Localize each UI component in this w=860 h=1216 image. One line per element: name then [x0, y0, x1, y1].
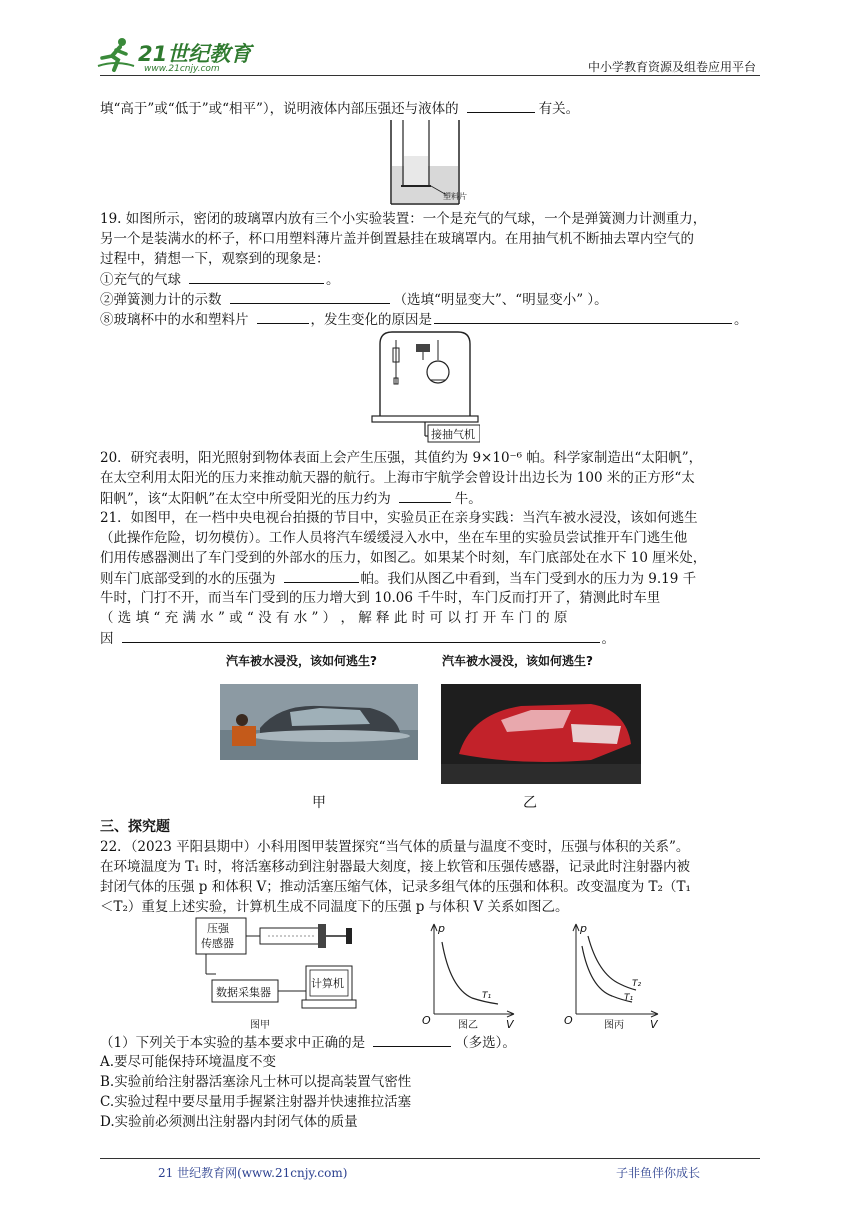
- platform-name: 中小学教育资源及组卷应用平台: [587, 60, 756, 74]
- q20-blank[interactable]: [399, 488, 451, 503]
- pv-graph-b: [420, 918, 520, 1030]
- bell-jar-figure: [370, 326, 480, 444]
- axis-v-c: V: [650, 1018, 658, 1030]
- apparatus-figure: [188, 914, 368, 1032]
- axis-v-b: V: [506, 1018, 514, 1030]
- q19-item3: ⑧玻璃杯中的水和塑料片 ，发生变化的原因是 。: [100, 309, 748, 330]
- axis-p-b: p: [438, 922, 445, 935]
- axis-o-c: O: [564, 1014, 573, 1027]
- q21-blank2[interactable]: [122, 628, 600, 643]
- q18-tail-line: 填“高于”或“低于”或“相平”），说明液体内部压强还与液体的 有关。: [100, 98, 579, 119]
- header-logo: [96, 36, 266, 76]
- q22-sub1: （1）下列关于本实验的基本要求中正确的是 （多选）。: [100, 1032, 516, 1053]
- car-label-right: 乙: [523, 795, 537, 811]
- q21-line5: 牛时，门打不开，而当车门受到的压力增大到 10.06 千牛时，车门反而打开了，猜测此时车里: [100, 590, 661, 606]
- q21-line3: 们用传感器测出了车门受到的外部水的压力，如图乙。如果某个时刻，车门底部处在水下 10 厘米处，: [100, 550, 707, 566]
- q22-blank1[interactable]: [373, 1032, 451, 1047]
- q19-line2: 另一个是装满水的杯子，杯口用塑料薄片盖并倒置悬挂在玻璃罩内。在用抽气机不断抽去罩内空气的: [100, 231, 694, 247]
- axis-o-b: O: [422, 1014, 431, 1027]
- car-flooded-photo-left: [220, 684, 418, 760]
- q20-line2: 在太空利用太阳光的压力来推动航天器的航行。上海市宇航学会曾设计出边长为 100 米的正方形“太: [100, 470, 695, 486]
- vacuum-pump-label: 接抽气机: [431, 428, 475, 441]
- fig-a-caption: 图甲: [250, 1020, 270, 1031]
- q21-line4: 则车门底部受到的水的压强为 帕。我们从图乙中看到，当车门受到水的压力为 9.19 千: [100, 568, 696, 589]
- axis-p-c: p: [580, 922, 587, 935]
- fig-c-caption: 图丙: [604, 1020, 624, 1030]
- q22-option-d: D.实验前必须测出注射器内封闭气体的质量: [100, 1114, 358, 1130]
- q19-item2: ②弹簧测力计的示数 （选填“明显变大”、“明显变小” ）。: [100, 289, 608, 310]
- q19-blank3[interactable]: [257, 309, 309, 324]
- pv-graph-c: [562, 918, 666, 1030]
- pc-label: 计算机: [311, 977, 344, 990]
- car-label-left: 甲: [312, 795, 326, 811]
- q19-blank4[interactable]: [434, 309, 732, 324]
- fig-b-caption: 图乙: [458, 1020, 478, 1030]
- q21-line1: 21．如图甲，在一档中央电视台拍摄的节目中，实验员正在亲身实践：当汽车被水浸没，该如何逃生: [100, 510, 698, 526]
- sensor-label-1: 压强: [207, 922, 229, 935]
- sensor-label-2: 传感器: [201, 937, 234, 950]
- curve-t1-c: T₁: [624, 993, 634, 1003]
- curve-t2-c: T₂: [632, 979, 642, 989]
- beaker-figure: [385, 116, 485, 206]
- runner-logo-icon: [96, 36, 136, 74]
- q19-line1: 19. 如图所示，密闭的玻璃罩内放有三个小实验装置：一个是充气的气球，一个是弹簧测力计测重力，: [100, 211, 707, 227]
- logo-url: www.21cnjy.com: [144, 64, 220, 74]
- section-title: 三、探究题: [100, 819, 170, 835]
- header-rule: [100, 75, 760, 76]
- q18-answer-blank[interactable]: [467, 98, 535, 113]
- q21-line2: （此操作危险，切勿模仿）。工作人员将汽车缓缓浸入水中，坐在车里的实验员尝试推开车门逃生他: [100, 530, 688, 546]
- q19-line3: 过程中，猜想一下，观察到的现象是：: [100, 251, 330, 267]
- footer-rule: [100, 1158, 760, 1159]
- q21-line6: （ 选 填 “ 充 满 水 ” 或 “ 没 有 水 ” ） ， 解 释 此 时 可 以 打 开 车 门 的 原: [100, 610, 568, 626]
- q20-line1: 20．研究表明，阳光照射到物体表面上会产生压强，其值约为 9×10⁻⁶ 帕。科学家制造出“太阳帆”，: [100, 450, 703, 466]
- q19-item1: ①充气的气球 。: [100, 269, 340, 290]
- q19-blank2[interactable]: [230, 289, 390, 304]
- car-right-caption: 汽车被水浸没，该如何逃生?: [442, 654, 593, 668]
- q20-line3: 阳帆”，该“太阳帆”在太空中所受阳光的压力约为 牛。: [100, 488, 482, 509]
- daq-label: 数据采集器: [216, 986, 271, 999]
- q22-option-b: B.实验前给注射器活塞涂凡士林可以提高装置气密性: [100, 1074, 412, 1090]
- plastic-sheet-label: 塑料片: [443, 192, 467, 201]
- car-left-caption: 汽车被水浸没，该如何逃生?: [226, 654, 377, 668]
- q19-blank1[interactable]: [189, 269, 324, 284]
- q22-option-a: A.要尽可能保持环境温度不变: [100, 1054, 277, 1070]
- car-flooded-photo-right: [441, 684, 641, 784]
- q21-line7: 因 。: [100, 628, 615, 649]
- q22-line3: 封闭气体的压强 p 和体积 V；推动活塞压缩气体，记录多组气体的压强和体积。改变温度为 T₂（T₁: [100, 879, 691, 895]
- q22-line4: ＜T₂）重复上述实验，计算机生成不同温度下的压强 p 与体积 V 关系如图乙。: [100, 899, 569, 915]
- q22-option-c: C.实验过程中要尽量用手握紧注射器并快速推拉活塞: [100, 1094, 412, 1110]
- q22-line2: 在环境温度为 T₁ 时，将活塞移动到注射器最大刻度，接上软管和压强传感器，记录此时注射器内被: [100, 859, 690, 875]
- footer-right: 子非鱼伴你成长: [616, 1166, 701, 1180]
- footer-left[interactable]: 21 世纪教育网(www.21cnjy.com): [158, 1166, 348, 1180]
- q22-line1: 22．（2023 平阳县期中）小科用图甲装置探究“当气体的质量与温度不变时，压强与体积的关系”。: [100, 839, 690, 855]
- curve-t1-b: T₁: [482, 991, 492, 1001]
- logo-text: 21世纪教育: [138, 42, 252, 66]
- q21-blank1[interactable]: [284, 568, 359, 583]
